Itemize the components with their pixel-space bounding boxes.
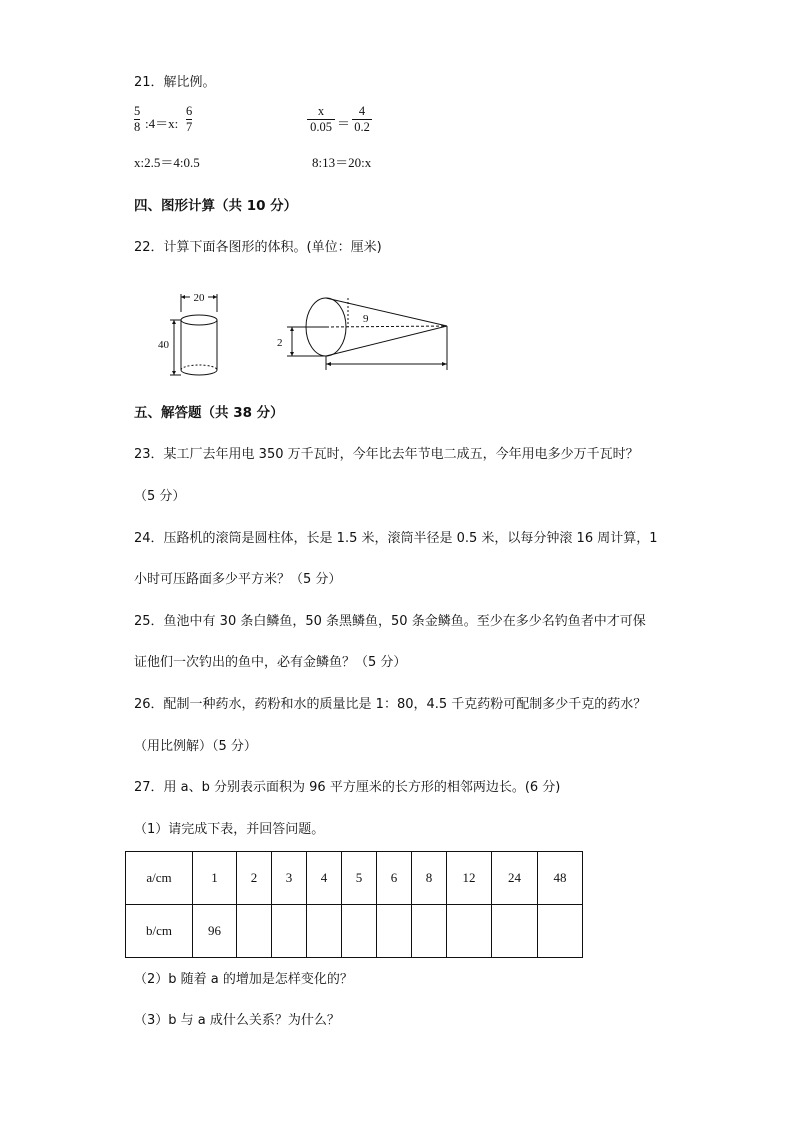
table-row-a <box>126 852 583 905</box>
q21-title: 21．解比例。 <box>134 75 216 90</box>
q24-line-2: 小时可压路面多少平方米？（5 分） <box>134 572 342 587</box>
table-cell-blank[interactable] <box>272 905 307 958</box>
cylinder-figure <box>158 290 217 375</box>
q23-line-2: （5 分） <box>134 489 186 504</box>
fraction-x-0.05: x 0.05 <box>307 104 335 135</box>
fraction-5-8: 5 8 <box>134 104 141 134</box>
q25-line-2: 证他们一次钓出的鱼中，必有金鳞鱼？（5 分） <box>134 655 407 670</box>
table-cell-blank[interactable] <box>447 905 492 958</box>
q22-figures <box>150 284 460 384</box>
q27-part-3: （3）b 与 a 成什么关系？为什么？ <box>134 1013 340 1028</box>
table-cell: 4 <box>307 852 342 905</box>
table-cell-blank[interactable] <box>538 905 583 958</box>
table-cell: 1 <box>193 852 237 905</box>
table-cell: a/cm <box>126 852 193 905</box>
table-cell-blank[interactable] <box>377 905 412 958</box>
table-cell: 3 <box>272 852 307 905</box>
table-cell: 12 <box>447 852 492 905</box>
q26-line-2: （用比例解）（5 分） <box>134 739 257 754</box>
fraction-6-7: 6 7 <box>186 104 193 134</box>
q24-line-1: 24．压路机的滚筒是圆柱体，长是 1.5 米，滚筒半径是 0.5 米，以每分钟滚 16 周计算，1 <box>134 531 658 546</box>
cylinder-height-label: 40 <box>158 339 169 351</box>
table-cell-blank[interactable] <box>412 905 447 958</box>
table-cell: b/cm <box>126 905 193 958</box>
fraction-4-0.2: 4 0.2 <box>352 104 372 135</box>
q27-title: 27．用 a、b 分别表示面积为 96 平方厘米的长方形的相邻两边长。(6 分) <box>134 780 561 795</box>
table-cell-blank[interactable] <box>492 905 538 958</box>
cone-figure <box>277 298 447 370</box>
q25-line-1: 25．鱼池中有 30 条白鳞鱼，50 条黑鳞鱼，50 条金鳞鱼。至少在多少名钓鱼者中才可保 <box>134 614 646 629</box>
table-cell: 6 <box>377 852 412 905</box>
q21-equation-3: x:2.5＝4:0.5 <box>134 155 200 170</box>
q23-line-1: 23．某工厂去年用电 350 万千瓦时，今年比去年节电二成五，今年用电多少万千瓦时？ <box>134 447 639 462</box>
table-cell: 96 <box>193 905 237 958</box>
table-cell-blank[interactable] <box>237 905 272 958</box>
table-cell-blank[interactable] <box>342 905 377 958</box>
section-4-heading: 四、图形计算（共 10 分） <box>134 198 298 214</box>
table-cell-blank[interactable] <box>307 905 342 958</box>
q22-title: 22．计算下面各图形的体积。(单位：厘米) <box>134 240 382 255</box>
q27-part-2: （2）b 随着 a 的增加是怎样变化的？ <box>134 972 353 987</box>
table-cell: 2 <box>237 852 272 905</box>
q27-part-1: （1）请完成下表，并回答问题。 <box>134 822 325 837</box>
cone-radius-label: 2 <box>277 337 283 349</box>
section-5-heading: 五、解答题（共 38 分） <box>134 405 284 421</box>
cylinder-diameter-label: 20 <box>193 292 205 304</box>
table-cell: 5 <box>342 852 377 905</box>
q27-table <box>125 851 583 958</box>
table-cell: 8 <box>412 852 447 905</box>
cone-slant-label: 9 <box>363 313 369 325</box>
table-cell: 24 <box>492 852 538 905</box>
table-row-b <box>126 905 583 958</box>
q21-equation-4: 8:13＝20:x <box>312 155 372 170</box>
q26-line-1: 26．配制一种药水，药粉和水的质量比是 1：80，4.5 千克药粉可配制多少千克的药水？ <box>134 697 647 712</box>
table-cell: 48 <box>538 852 583 905</box>
